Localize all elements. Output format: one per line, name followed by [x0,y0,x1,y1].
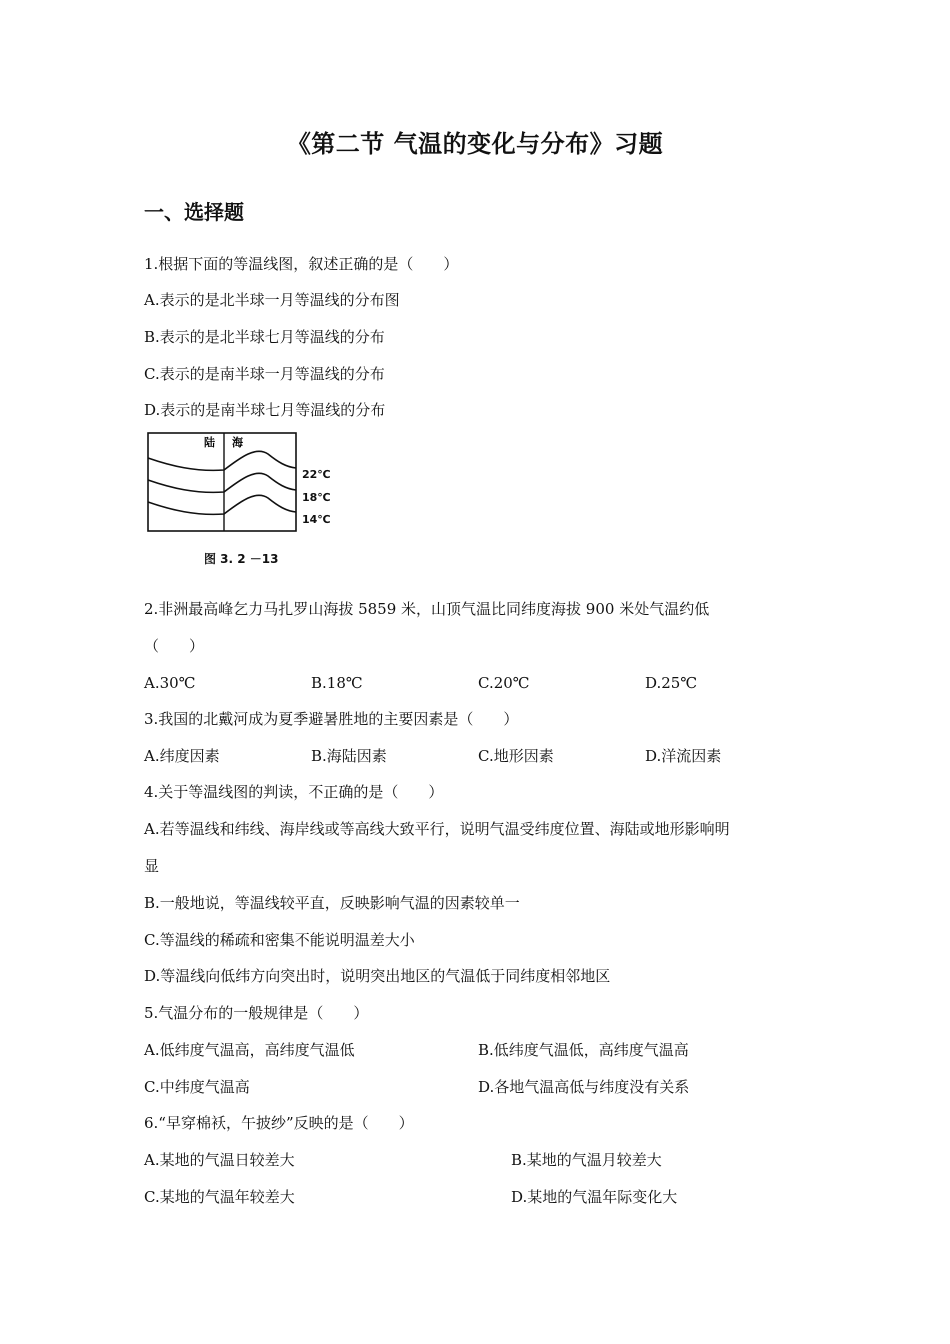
q1-stem: 1.根据下面的等温线图，叙述正确的是（ ） [144,255,459,273]
q1-option-c: C.表示的是南半球一月等温线的分布 [144,365,385,383]
q6-option-d: D.某地的气温年际变化大 [511,1188,678,1206]
q6-option-a: A.某地的气温日较差大 [144,1151,295,1169]
q4-option-c: C.等温线的稀疏和密集不能说明温差大小 [144,931,415,949]
q4-stem: 4.关于等温线图的判读，不正确的是（ ） [144,783,444,801]
q3-option-d: D.洋流因素 [645,747,722,765]
q6-stem: 6.“早穿棉袄，午披纱”反映的是（ ） [144,1114,414,1132]
isotherm-map [146,432,306,537]
q1-option-a: A.表示的是北半球一月等温线的分布图 [144,291,400,309]
sea-label: 海 [232,436,243,449]
q6-option-b: B.某地的气温月较差大 [511,1151,662,1169]
section-heading: 一、选择题 [144,200,244,224]
q5-option-c: C.中纬度气温高 [144,1078,250,1096]
q6-option-c: C.某地的气温年较差大 [144,1188,295,1206]
q3-option-a: A.纬度因素 [144,747,220,765]
q2-option-a: A.30℃ [144,674,196,692]
page-title: 《第二节 气温的变化与分布》习题 [286,130,664,158]
q5-option-a: A.低纬度气温高，高纬度气温低 [144,1041,355,1059]
isotherm-14 [148,495,296,514]
q2-option-b: B.18℃ [311,674,363,692]
q3-stem: 3.我国的北戴河成为夏季避暑胜地的主要因素是（ ） [144,710,519,728]
isotherm-14-label: 14℃ [302,513,331,526]
isotherm-22-label: 22℃ [302,468,331,481]
land-label: 陆 [204,436,215,449]
isotherm-22 [148,451,296,470]
q3-option-c: C.地形因素 [478,747,554,765]
q4-option-a-cont: 显 [144,857,160,875]
isotherm-18-label: 18℃ [302,491,331,504]
q1-option-b: B.表示的是北半球七月等温线的分布 [144,328,385,346]
q2-option-d: D.25℃ [645,674,698,692]
q5-option-d: D.各地气温高低与纬度没有关系 [478,1078,690,1096]
figure-caption: 图 3. 2 －13 [204,552,279,566]
q2-stem: 2.非洲最高峰乞力马扎罗山海拔 5859 米，山顶气温比同纬度海拔 900 米处气温约低 [144,600,710,618]
isotherm-18 [148,473,296,492]
q5-stem: 5.气温分布的一般规律是（ ） [144,1004,369,1022]
q4-option-b: B.一般地说，等温线较平直，反映影响气温的因素较单一 [144,894,520,912]
q3-option-b: B.海陆因素 [311,747,387,765]
q2-option-c: C.20℃ [478,674,530,692]
q2-stem-cont: （ ） [144,637,205,655]
q1-option-d: D.表示的是南半球七月等温线的分布 [144,401,386,419]
q4-option-a: A.若等温线和纬线、海岸线或等高线大致平行，说明气温受纬度位置、海陆或地形影响明 [144,820,730,838]
q5-option-b: B.低纬度气温低，高纬度气温高 [478,1041,689,1059]
q4-option-d: D.等温线向低纬方向突出时，说明突出地区的气温低于同纬度相邻地区 [144,967,611,985]
map-frame [148,433,296,531]
